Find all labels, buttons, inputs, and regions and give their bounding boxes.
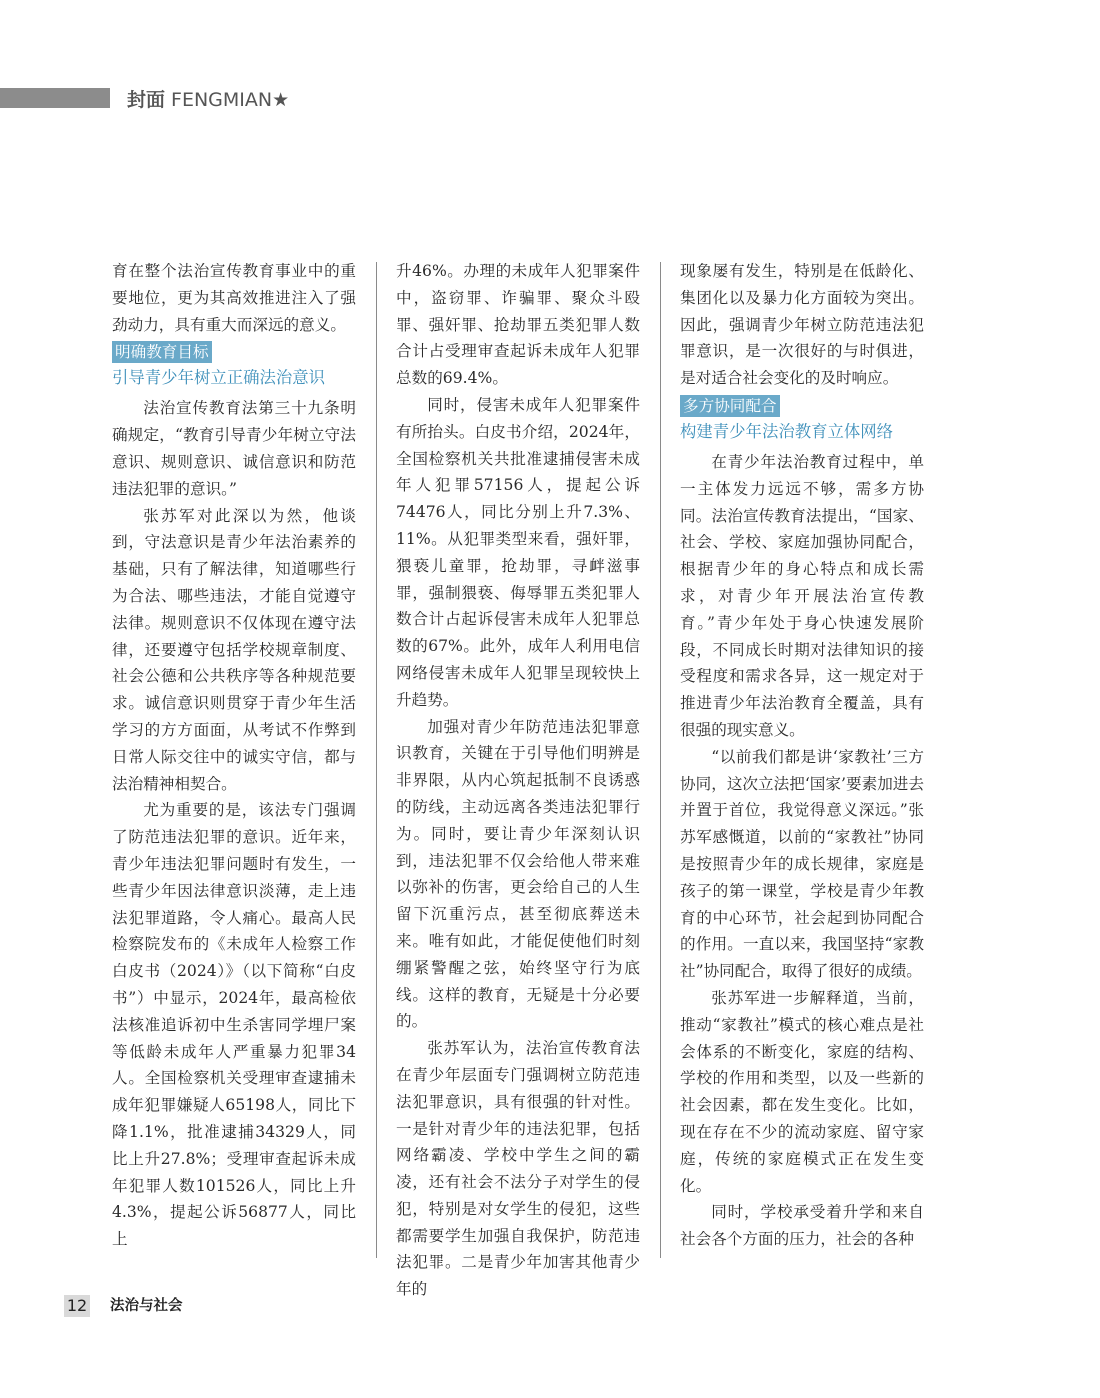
paragraph: 法治宣传教育法第三十九条明确规定，“教育引导青少年树立守法意识、规则意识、诚信意识和防范违法犯罪的意识。”: [112, 399, 356, 498]
section-header-cn: 封面: [127, 89, 166, 111]
article-column-3: [680, 258, 924, 1253]
paragraph: 育在整个法治宣传教育事业中的重要地位，更为其高效推进注入了强劲动力，具有重大而深远的意义。: [112, 262, 356, 334]
section-subtitle: 构建青少年法治教育立体网络: [680, 421, 894, 441]
section-label: 多方协同配合: [680, 395, 780, 417]
paragraph: 同时，侵害未成年人犯罪案件有所抬头。白皮书介绍，2024年，全国检察机关共批准逮捕侵害未成年人犯罪57156人，提起公诉74476人，同比分别上升7.3%、11%。从犯罪类型来看，强奸罪，猥亵儿童罪，抢劫罪，寻衅滋事罪，强制猥亵、侮辱罪五类犯罪人数合计占起诉侵害未成年人犯罪总数的67%。此外，成年人利用电信网络侵害未成年人犯罪呈现较快上升趋势。: [396, 395, 640, 709]
section-header: [127, 88, 289, 112]
article-column-2: [396, 258, 640, 1303]
paragraph: 张苏军进一步解释道，当前，推动“家教社”模式的核心难点是社会体系的不断变化，家庭的结构、学校的作用和类型，以及一些新的社会因素，都在发生变化。比如，现在存在不少的流动家庭、留守家庭，传统的家庭模式正在发生变化。: [680, 988, 924, 1195]
article-column-1: [112, 258, 356, 1253]
paragraph: 现象屡有发生，特别是在低龄化、集团化以及暴力化方面较为突出。因此，强调青少年树立防范违法犯罪意识，是一次很好的与时俱进，是对适合社会变化的及时响应。: [680, 262, 924, 388]
publication-name: 法治与社会: [110, 1298, 183, 1314]
paragraph: 在青少年法治教育过程中，单一主体发力远远不够，需多方协同。法治宣传教育法提出，“国家、社会、学校、家庭加强协同配合，根据青少年的身心特点和成长需求，对青少年开展法治宣传教育。”青少年处于身心快速发展阶段，不同成长时期对法律知识的接受程度和需求各异，这一规定对于推进青少年法治教育全覆盖，具有很强的现实意义。: [680, 452, 924, 739]
paragraph: “以前我们都是讲‘家教社’三方协同，这次立法把‘国家’要素加进去并置于首位，我觉得意义深远。”张苏军感慨道，以前的“家教社”协同是按照青少年的成长规律，家庭是孩子的第一课堂，学校是青少年教育的中心环节，社会起到协同配合的作用。一直以来，我国坚持“家教社”协同配合，取得了很好的成绩。: [680, 747, 924, 981]
paragraph: 加强对青少年防范违法犯罪意识教育，关键在于引导他们明辨是非界限，从内心筑起抵制不良诱惑的防线，主动远离各类违法犯罪行为。同时，要让青少年深刻认识到，违法犯罪不仅会给他人带来难以弥补的伤害，更会给自己的人生留下沉重污点，甚至彻底葬送未来。唯有如此，才能促使他们时刻绷紧警醒之弦，始终坚守行为底线。这样的教育，无疑是十分必要的。: [396, 717, 640, 1031]
section-header-en: FENGMIAN★: [171, 89, 290, 111]
paragraph: 张苏军对此深以为然，他谈到，守法意识是青少年法治素养的基础，只有了解法律，知道哪些行为合法、哪些违法，才能自觉遵守法律。规则意识不仅体现在遵守法律，还要遵守包括学校规章制度、社会公德和公共秩序等各种规范要求。诚信意识则贯穿于青少年生活学习的方方面面，从考试不作弊到日常人际交往中的诚实守信，都与法治精神相契合。: [112, 506, 356, 793]
paragraph: 升46%。办理的未成年人犯罪案件中，盗窃罪、诈骗罪、聚众斗殴罪、强奸罪、抢劫罪五类犯罪人数合计占受理审查起诉未成年人犯罪总数的69.4%。: [396, 262, 640, 388]
column-divider: [660, 262, 661, 1258]
section-subtitle: 引导青少年树立正确法治意识: [112, 368, 326, 388]
page-number: 12: [64, 1295, 90, 1317]
paragraph: 尤为重要的是，该法专门强调了防范违法犯罪的意识。近年来，青少年违法犯罪问题时有发生，一些青少年因法律意识淡薄，走上违法犯罪道路，令人痛心。最高人民检察院发布的《未成年人检察工作白皮书（2024）》（以下简称“白皮书”）中显示，2024年，最高检依法核准追诉初中生杀害同学埋尸案等低龄未成年人严重暴力犯罪34人。全国检察机关受理审查逮捕未成年犯罪嫌疑人65198人，同比下降1.1%，批准逮捕34329人，同比上升27.8%；受理审查起诉未成年犯罪人数101526人，同比上升4.3%，提起公诉56877人，同比上: [112, 801, 356, 1249]
column-divider: [376, 262, 377, 1258]
paragraph: 张苏军认为，法治宣传教育法在青少年层面专门强调树立防范违法犯罪意识，具有很强的针对性。一是针对青少年的违法犯罪，包括网络霸凌、学校中学生之间的霸凌，还有社会不法分子对学生的侵犯，特别是对女学生的侵犯，这些都需要学生加强自我保护，防范违法犯罪。二是青少年加害其他青少年的: [396, 1039, 640, 1299]
section-label: 明确教育目标: [112, 341, 212, 363]
header-accent-bar: [0, 88, 110, 108]
paragraph: 同时，学校承受着升学和来自社会各个方面的压力，社会的各种: [680, 1203, 924, 1249]
